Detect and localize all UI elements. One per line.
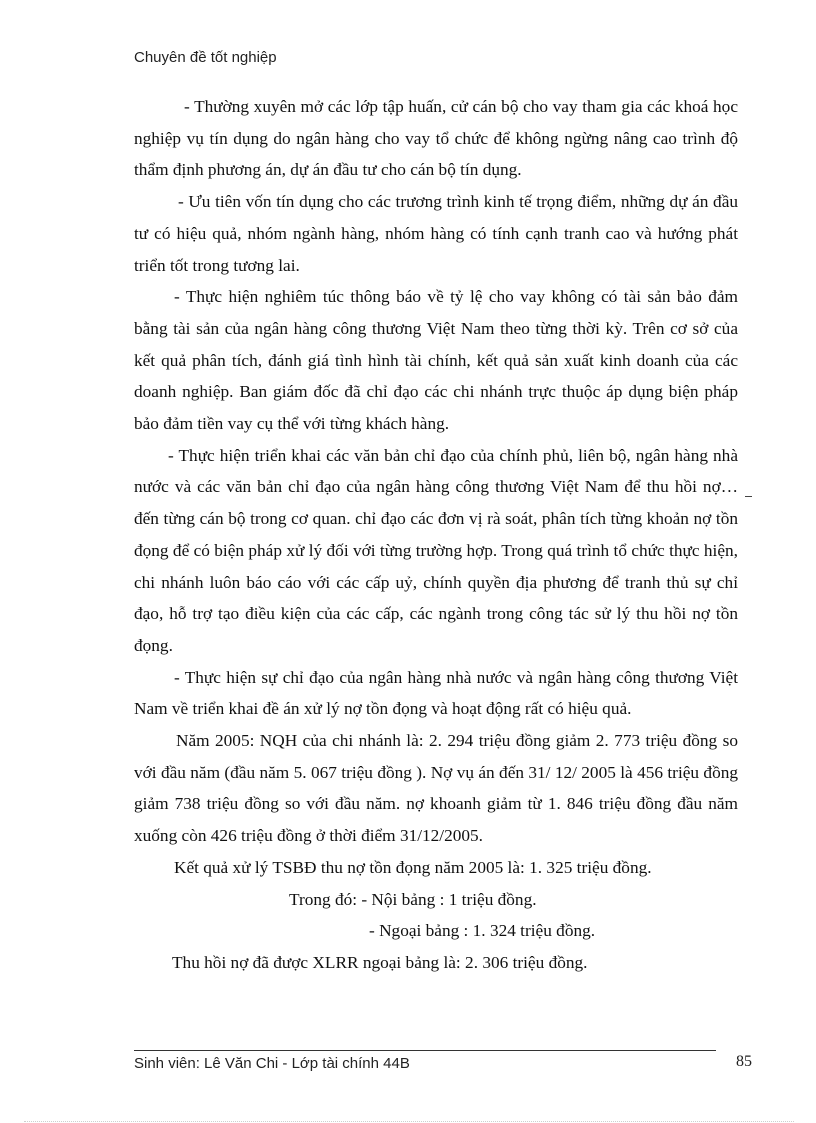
summary-thu-hoi: Thu hồi nợ đã được XLRR ngoại bảng là: 2. 306 triệu đồng. xyxy=(172,952,588,972)
paragraph-unsecured-lending: - Thực hiện nghiêm túc thông báo về tỷ lệ cho vay không có tài sản bảo đảm bằng tài sản của ngân hàng công thương Việt Nam theo từng thời kỳ. Trên cơ sở của kết quả phân tích, đánh giá tình hình tài chính, kết quả sản xuất kinh doanh của các doanh nghiệp. Ban giám đốc đã chỉ đạo các chi nhánh trực thuộc áp dụng biện pháp bảo đảm tiền vay cụ thể với từng khách hàng. xyxy=(134,287,738,434)
paragraph-bad-debt-scheme: - Thực hiện sự chỉ đạo của ngân hàng nhà nước và ngân hàng công thương Việt Nam về triển khai đề án xử lý nợ tồn đọng và hoạt động rất có hiệu quả. xyxy=(134,667,738,719)
margin-dash-mark xyxy=(745,496,752,497)
summary-noi-bang: Trong đó: - Nội bảng : 1 triệu đồng. xyxy=(289,889,537,909)
page-bottom-edge xyxy=(24,1121,794,1122)
paragraph-training: - Thường xuyên mở các lớp tập huấn, cử cán bộ cho vay tham gia các khoá học nghiệp vụ tín dụng do ngân hàng cho vay tổ chức để không ngừng nâng cao trình độ thẩm định phương án, dự án đầu tư cho cán bộ tín dụng. xyxy=(134,97,738,180)
summary-ngoai-bang: - Ngoại bảng : 1. 324 triệu đồng. xyxy=(369,921,596,941)
paragraph-2005-results: Năm 2005: NQH của chi nhánh là: 2. 294 triệu đồng giảm 2. 773 triệu đồng so với đầu năm (đầu năm 5. 067 triệu đồng ). Nợ vụ án đến 31/ 12/ 2005 là 456 triệu đồng giảm 738 triệu đồng so với đầu năm. nợ khoanh giảm từ 1. 846 triệu đồng đầu năm xuống còn 426 triệu đồng ở thời điểm 31/12/2005. xyxy=(134,731,738,846)
body-text xyxy=(134,91,738,979)
summary-ket-qua: Kết quả xử lý TSBĐ thu nợ tồn đọng năm 2005 là: 1. 325 triệu đồng. xyxy=(174,857,652,877)
paragraph-priority-credit: - Ưu tiên vốn tín dụng cho các trương trình kinh tế trọng điểm, những dự án đầu tư có hiệu quả, nhóm ngành hàng, nhóm hàng có tính cạnh tranh cao và hướng phát triển tốt trong tương lai. xyxy=(134,192,738,275)
footer-student-info: Sinh viên: Lê Văn Chi - Lớp tài chính 44B xyxy=(134,1055,410,1072)
page-number: 85 xyxy=(736,1053,752,1070)
paragraph-debt-recovery: - Thực hiện triển khai các văn bản chỉ đạo của chính phủ, liên bộ, ngân hàng nhà nước và các văn bản chỉ đạo của ngân hàng công thương Việt Nam để thu hồi nợ… đến từng cán bộ trong cơ quan. chỉ đạo các đơn vị rà soát, phân tích từng khoản nợ tồn đọng để có biện pháp xử lý đối với từng trường hợp. Trong quá trình tổ chức thực hiện, chi nhánh luôn báo cáo với các cấp uỷ, chính quyền địa phương để tranh thủ sự chỉ đạo, hỗ trợ tạo điều kiện của các cấp, các ngành trong công tác sử lý thu hồi nợ tồn đọng. xyxy=(134,445,738,655)
footer-divider xyxy=(134,1050,716,1051)
page-header: Chuyên đề tốt nghiệp xyxy=(134,49,277,66)
